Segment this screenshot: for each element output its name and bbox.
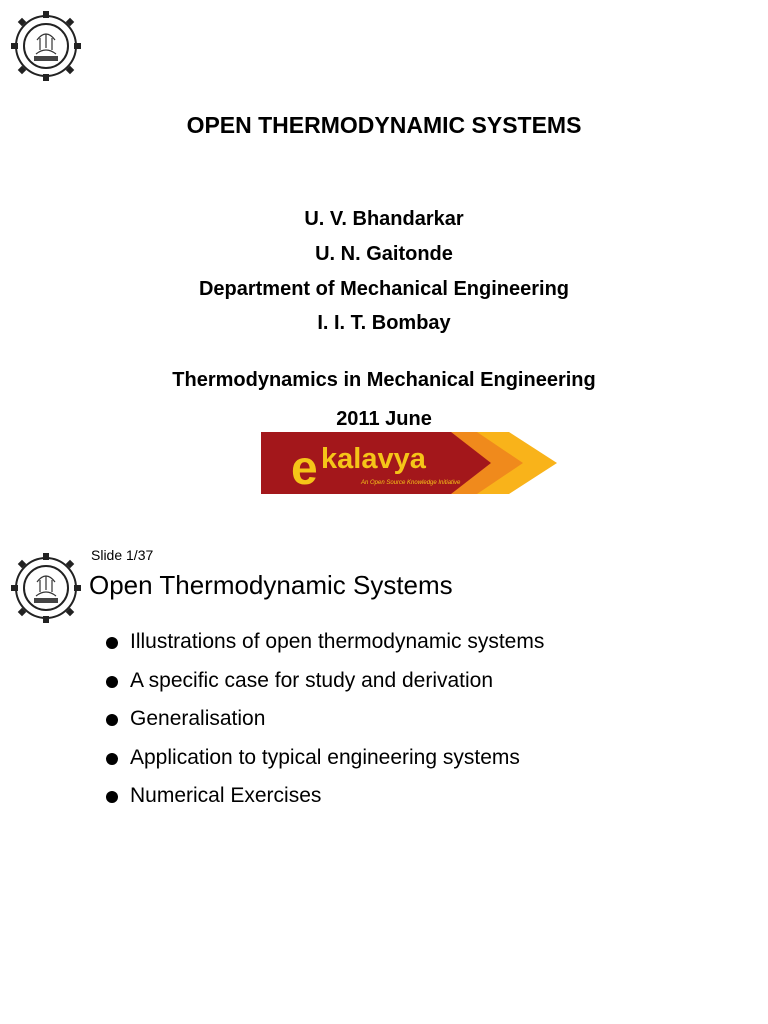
slide-counter: Slide 1/37 (91, 547, 154, 563)
bullet-icon (106, 676, 118, 688)
date-text: 2011 June (336, 408, 432, 430)
author-name: U. N. Gaitonde (315, 243, 453, 265)
bullet-list (104, 628, 544, 821)
institute-seal-icon (10, 552, 82, 624)
bullet-text: Application to typical engineering systems (130, 745, 520, 769)
course-name: Thermodynamics in Mechanical Engineering (172, 369, 596, 391)
author-name: U. V. Bhandarkar (304, 208, 464, 230)
logo-tagline: An Open Source Knowledge Initiative (361, 480, 461, 486)
slide-heading: Open Thermodynamic Systems (89, 570, 453, 600)
bullet-text: Numerical Exercises (130, 784, 322, 807)
institute-name: I. I. T. Bombay (317, 312, 451, 334)
logo-wordmark: kalavya (321, 443, 426, 475)
list-item (104, 628, 544, 667)
bullet-text: A specific case for study and derivation (130, 668, 494, 692)
bullet-text: Generalisation (130, 707, 266, 730)
logo-e: e (291, 442, 318, 494)
slide-title: OPEN THERMODYNAMIC SYSTEMS (186, 112, 582, 138)
list-item (104, 744, 544, 783)
bullet-icon (106, 714, 118, 726)
list-item (104, 782, 544, 821)
list-item (104, 705, 544, 744)
bullet-icon (106, 791, 118, 803)
department-name: Department of Mechanical Engineering (198, 278, 570, 300)
bullet-text: Illustrations of open thermodynamic systems (130, 630, 545, 653)
institute-seal-icon (10, 10, 82, 82)
bullet-icon (106, 637, 118, 649)
bullet-icon (106, 753, 118, 765)
ekalavya-logo (261, 432, 557, 494)
list-item (104, 667, 544, 706)
